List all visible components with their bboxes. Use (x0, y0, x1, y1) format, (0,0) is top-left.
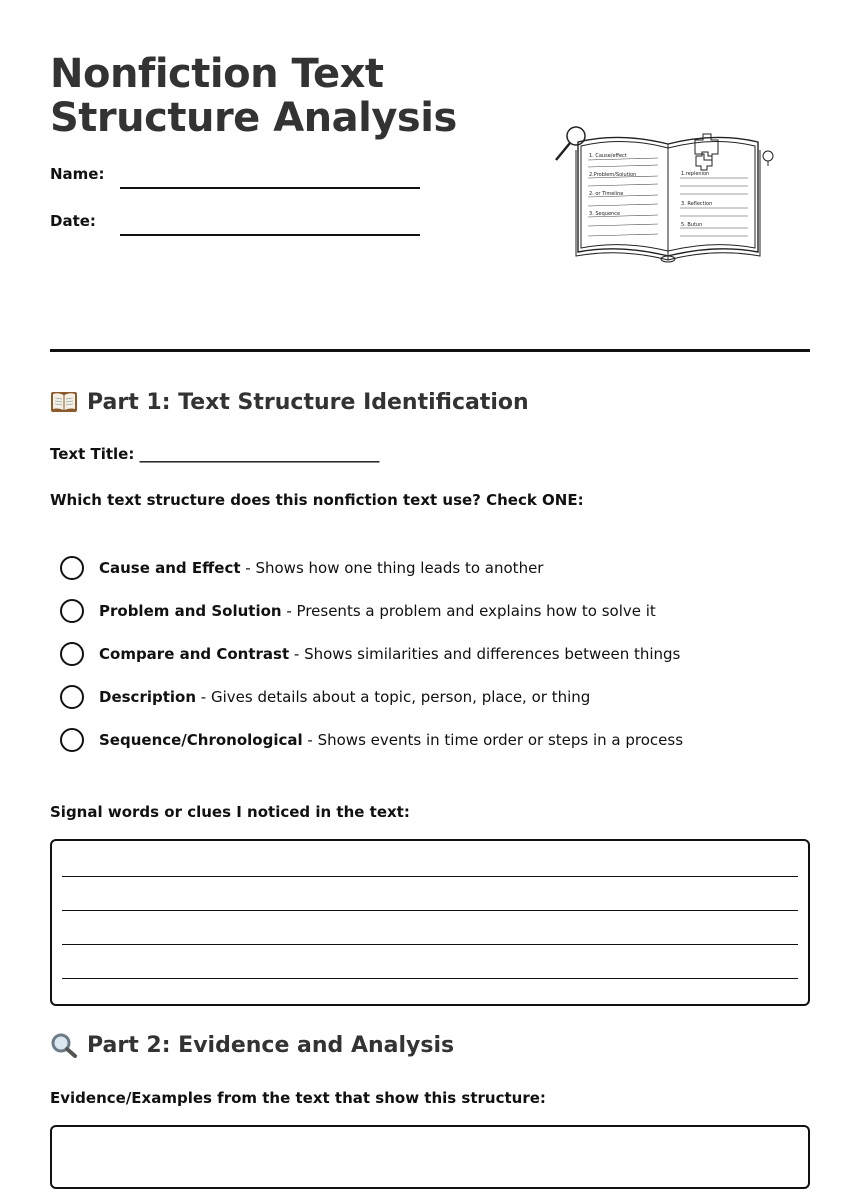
option-sequence[interactable] (60, 727, 683, 753)
section-divider (50, 349, 810, 352)
option-description: - Shows events in time order or steps in a process (302, 731, 684, 749)
option-cause-effect[interactable] (60, 555, 543, 581)
signal-words-label: Signal words or clues I noticed in the text: (50, 803, 410, 821)
option-name: Cause and Effect (99, 559, 241, 577)
open-book-icon (50, 389, 78, 415)
option-description-structure[interactable] (60, 684, 590, 710)
book-right-text-3: 5. Butun (681, 222, 703, 228)
title-line-2: Structure Analysis (50, 95, 457, 141)
structure-question: Which text structure does this nonfiction text use? Check ONE: (50, 491, 584, 509)
date-field[interactable] (120, 234, 420, 236)
part2-heading-text: Part 2: Evidence and Analysis (87, 1032, 455, 1058)
signal-words-box[interactable] (50, 839, 810, 1006)
option-name: Problem and Solution (99, 602, 282, 620)
book-left-text-3: 2. or Timeline (589, 191, 624, 197)
radio-button[interactable] (60, 556, 84, 580)
part2-heading (50, 1032, 454, 1058)
book-left-text-4: 3. Sequence (589, 211, 621, 217)
date-label: Date: (50, 212, 96, 230)
option-name: Sequence/Chronological (99, 731, 303, 749)
option-name: Compare and Contrast (99, 645, 290, 663)
option-description: - Shows similarities and differences between things (289, 645, 681, 663)
book-left-text-1: 1. Cause/effect (589, 153, 627, 159)
radio-button[interactable] (60, 685, 84, 709)
page-title (50, 52, 457, 140)
part1-heading (50, 389, 529, 415)
option-compare-contrast[interactable] (60, 641, 680, 667)
option-description: - Gives details about a topic, person, place, or thing (196, 688, 591, 706)
writing-line (62, 876, 798, 877)
writing-line (62, 944, 798, 945)
option-description: - Presents a problem and explains how to solve it (281, 602, 656, 620)
book-right-text-2: 3. Reflection (681, 201, 713, 207)
name-label: Name: (50, 165, 105, 183)
title-line-1: Nonfiction Text (50, 51, 384, 97)
open-book-illustration (550, 120, 780, 265)
writing-line (62, 910, 798, 911)
book-left-text-2: 2.Problem/Solution (589, 172, 637, 178)
radio-button[interactable] (60, 642, 84, 666)
option-problem-solution[interactable] (60, 598, 656, 624)
radio-button[interactable] (60, 728, 84, 752)
radio-button[interactable] (60, 599, 84, 623)
magnifying-glass-icon (50, 1032, 78, 1058)
book-right-text-1: 1.replenion (681, 171, 710, 177)
option-name: Description (99, 688, 197, 706)
part1-heading-text: Part 1: Text Structure Identification (87, 389, 529, 415)
writing-line (62, 978, 798, 979)
evidence-box[interactable] (50, 1125, 810, 1189)
name-field[interactable] (120, 187, 420, 189)
option-description: - Shows how one thing leads to another (240, 559, 544, 577)
text-title-field[interactable]: Text Title: ________________________________ (50, 445, 380, 463)
evidence-label: Evidence/Examples from the text that show this structure: (50, 1089, 546, 1107)
